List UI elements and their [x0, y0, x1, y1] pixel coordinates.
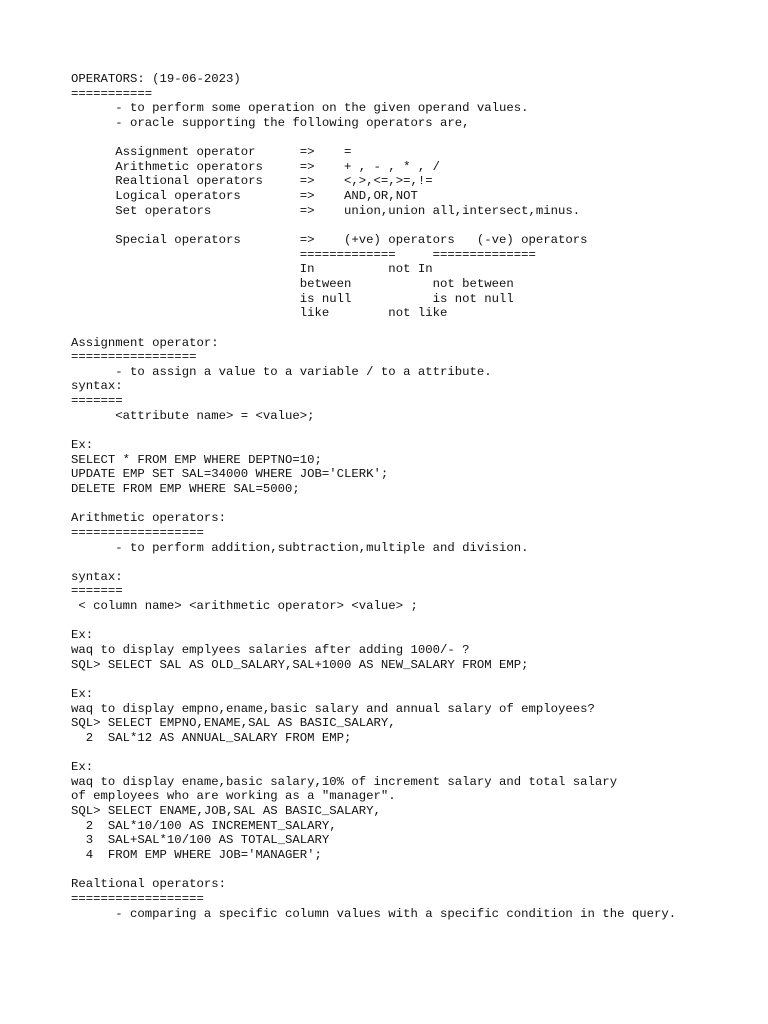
syntax-heading: syntax: — [71, 379, 123, 394]
blank-line — [71, 423, 761, 438]
blank-line — [71, 672, 761, 687]
section-heading-assignment: Assignment operator: — [71, 335, 219, 350]
example-question: waq to display empno,ename,basic salary and annual salary of employees? — [71, 701, 595, 716]
operator-row-special: Special operators => (+ve) operators (-ve) operators — [71, 233, 588, 248]
special-row-in: In not In — [71, 262, 433, 277]
code-line: UPDATE EMP SET SAL=34000 WHERE JOB='CLERK'; — [71, 467, 389, 482]
syntax-underline: ======= — [71, 584, 123, 599]
code-line: SQL> SELECT EMPNO,ENAME,SAL AS BASIC_SALARY, — [71, 716, 396, 731]
code-line: SELECT * FROM EMP WHERE DEPTNO=10; — [71, 452, 322, 467]
example-label: Ex: — [71, 760, 94, 775]
blank-line — [71, 218, 761, 233]
example-question: of employees who are working as a "manager". — [71, 789, 396, 804]
example-question: waq to display ename,basic salary,10% of increment salary and total salary — [71, 774, 618, 789]
intro-line-2: - oracle supporting the following operators are, — [71, 115, 470, 130]
intro-line-1: - to perform some operation on the given operand values. — [71, 101, 529, 116]
example-label: Ex: — [71, 628, 94, 643]
title-underline: =========== — [71, 86, 153, 101]
example-label: Ex: — [71, 686, 94, 701]
heading-underline: ================= — [71, 350, 197, 365]
code-line: SQL> SELECT SAL AS OLD_SALARY,SAL+1000 AS NEW_SALARY FROM EMP; — [71, 657, 529, 672]
code-line: 3 SAL+SAL*10/100 AS TOTAL_SALARY — [71, 833, 330, 848]
section-heading-relational: Realtional operators: — [71, 877, 226, 892]
code-line: 2 SAL*12 AS ANNUAL_SALARY FROM EMP; — [71, 730, 352, 745]
special-row-between: between not between — [71, 276, 514, 291]
blank-line — [71, 863, 761, 878]
doc-title: OPERATORS: (19-06-2023) — [71, 72, 241, 86]
document-body — [71, 72, 761, 921]
example-label: Ex: — [71, 438, 94, 453]
code-line: DELETE FROM EMP WHERE SAL=5000; — [71, 481, 300, 496]
heading-underline: ================== — [71, 891, 204, 906]
operator-row-arithmetic: Arithmetic operators => + , - , * , / — [71, 159, 440, 174]
blank-line — [71, 745, 761, 760]
blank-line — [71, 614, 761, 629]
blank-line — [71, 321, 761, 336]
arithmetic-description: - to perform addition,subtraction,multiple and division. — [71, 540, 529, 555]
assignment-description: - to assign a value to a variable / to a attribute. — [71, 364, 492, 379]
special-underline: ============= ============== — [71, 247, 536, 262]
code-line: SQL> SELECT ENAME,JOB,SAL AS BASIC_SALARY, — [71, 804, 381, 819]
example-question: waq to display emplyees salaries after adding 1000/- ? — [71, 642, 470, 657]
code-line: 2 SAL*10/100 AS INCREMENT_SALARY, — [71, 818, 337, 833]
special-row-is-null: is null is not null — [71, 291, 514, 306]
syntax-heading: syntax: — [71, 569, 123, 584]
heading-underline: ================== — [71, 525, 204, 540]
assignment-syntax: <attribute name> = <value>; — [71, 408, 315, 423]
relational-description: - comparing a specific column values with a specific condition in the query. — [71, 906, 677, 921]
operator-row-relational: Realtional operators => <,>,<=,>=,!= — [71, 174, 433, 189]
section-heading-arithmetic: Arithmetic operators: — [71, 511, 226, 526]
blank-line — [71, 131, 761, 146]
operator-row-logical: Logical operators => AND,OR,NOT — [71, 189, 418, 204]
syntax-underline: ======= — [71, 394, 123, 409]
special-row-like: like not like — [71, 306, 448, 321]
code-line: 4 FROM EMP WHERE JOB='MANAGER'; — [71, 847, 322, 862]
operator-row-assignment: Assignment operator => = — [71, 145, 352, 160]
blank-line — [71, 555, 761, 570]
arithmetic-syntax: < column name> <arithmetic operator> <value> ; — [71, 599, 418, 614]
operator-row-set: Set operators => union,union all,intersect,minus. — [71, 203, 581, 218]
blank-line — [71, 497, 761, 512]
